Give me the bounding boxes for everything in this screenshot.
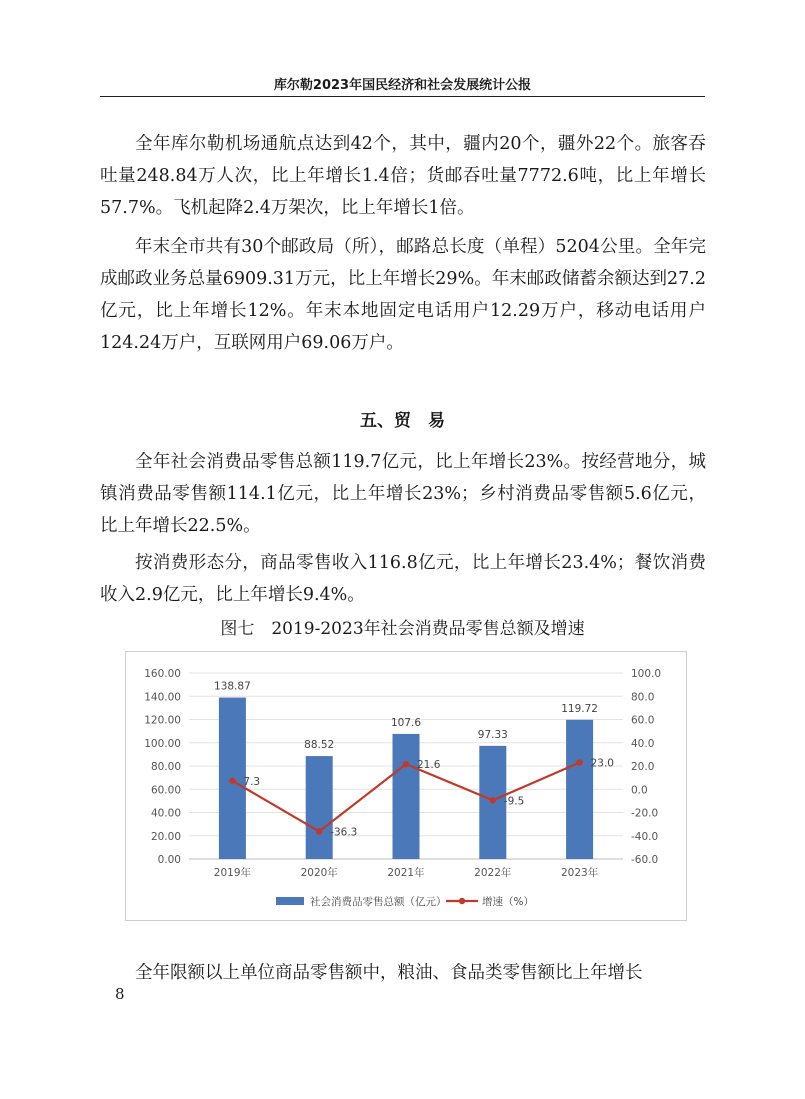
right-tick-label: -40.0: [631, 830, 659, 843]
bar-value-label: 119.72: [561, 702, 598, 715]
paragraph-consumption: 按消费形态分，商品零售收入116.8亿元，比上年增长23.4%；餐饮消费收入2.9亿元，比上年增长9.4%。: [100, 553, 706, 605]
right-tick-label: 60.0: [631, 714, 655, 727]
bar: [566, 720, 593, 859]
right-tick-label: 0.0: [631, 784, 648, 797]
growth-point: [316, 828, 322, 834]
bar-value-label: 97.33: [477, 728, 508, 741]
growth-value-label: -36.3: [330, 826, 358, 839]
header-rule: [100, 96, 705, 97]
chart-frame: [125, 651, 687, 921]
right-tick-label: -20.0: [631, 807, 659, 820]
growth-value-label: -9.5: [503, 795, 525, 808]
left-tick-label: 120.00: [144, 714, 181, 727]
section-title: 五、贸 易: [360, 411, 445, 431]
left-tick-label: 100.00: [144, 737, 181, 750]
page-header: 库尔勒2023年国民经济和社会发展统计公报: [273, 78, 532, 93]
x-tick-label: 2021年: [387, 867, 425, 879]
left-tick-label: 60.00: [150, 784, 181, 797]
right-tick-label: -60.0: [631, 854, 659, 866]
legend-bar-label: 社会消费品零售总额（亿元）: [310, 896, 447, 908]
paragraph-closing: 全年限额以上单位商品零售额中，粮油、食品类零售额比上年增长: [135, 963, 643, 983]
left-tick-label: 80.00: [150, 761, 181, 773]
legend-line-label: 增速（%）: [482, 896, 534, 908]
left-tick-label: 140.00: [144, 691, 181, 704]
growth-value-label: 23.0: [590, 757, 614, 770]
bar-value-label: 107.6: [390, 716, 422, 729]
left-tick-label: 20.00: [150, 830, 181, 843]
left-tick-label: 160.00: [144, 668, 181, 680]
right-tick-label: 80.0: [631, 691, 655, 704]
right-tick-label: 100.0: [631, 668, 662, 680]
paragraph-retail: 全年社会消费品零售总额119.7亿元，比上年增长23%。按经营地分，城镇消费品零售额114.1亿元，比上年增长23%；乡村消费品零售额5.6亿元，比上年增长22.5%。: [100, 452, 706, 536]
growth-point: [229, 778, 235, 784]
growth-point: [490, 797, 496, 803]
paragraph-airport: 全年库尔勒机场通航点达到42个，其中，疆内20个，疆外22个。旅客吞吐量248.84万人次，比上年增长1.4倍；货邮吞吐量7772.6吨，比上年增长57.7%。飞机起降2.4万架次，比上年增长1倍。: [100, 134, 706, 218]
legend-bar-swatch: [276, 897, 304, 905]
bar: [306, 756, 333, 859]
x-tick-label: 2022年: [474, 867, 512, 879]
left-tick-label: 40.00: [150, 807, 181, 820]
x-tick-label: 2019年: [213, 867, 252, 879]
right-tick-label: 20.0: [631, 761, 655, 773]
legend-line-marker: [459, 898, 465, 904]
bar: [393, 734, 420, 859]
growth-value-label: 7.3: [243, 775, 261, 788]
left-tick-label: 0.00: [157, 854, 181, 866]
page-number: 8: [115, 985, 125, 1003]
right-tick-label: 40.0: [631, 737, 655, 750]
x-tick-label: 2023年: [560, 867, 599, 879]
growth-point: [576, 759, 582, 765]
growth-value-label: 21.6: [417, 759, 441, 772]
growth-point: [403, 761, 409, 767]
figure-caption: 图七 2019-2023年社会消费品零售总额及增速: [220, 619, 585, 639]
bar-value-label: 88.52: [304, 739, 335, 752]
bar-value-label: 138.87: [214, 680, 251, 693]
paragraph-postal: 年末全市共有30个邮政局（所），邮路总长度（单程）5204公里。全年完成邮政业务总量6909.31万元，比上年增长29%。年末邮政储蓄余额达到27.2亿元，比上年增长12%。年末本地固定电话用户12.29万户，移动电话用户124.24万户，互联网用户69.06万户。: [100, 237, 706, 353]
combo-chart: [126, 652, 686, 920]
x-tick-label: 2020年: [300, 867, 338, 879]
